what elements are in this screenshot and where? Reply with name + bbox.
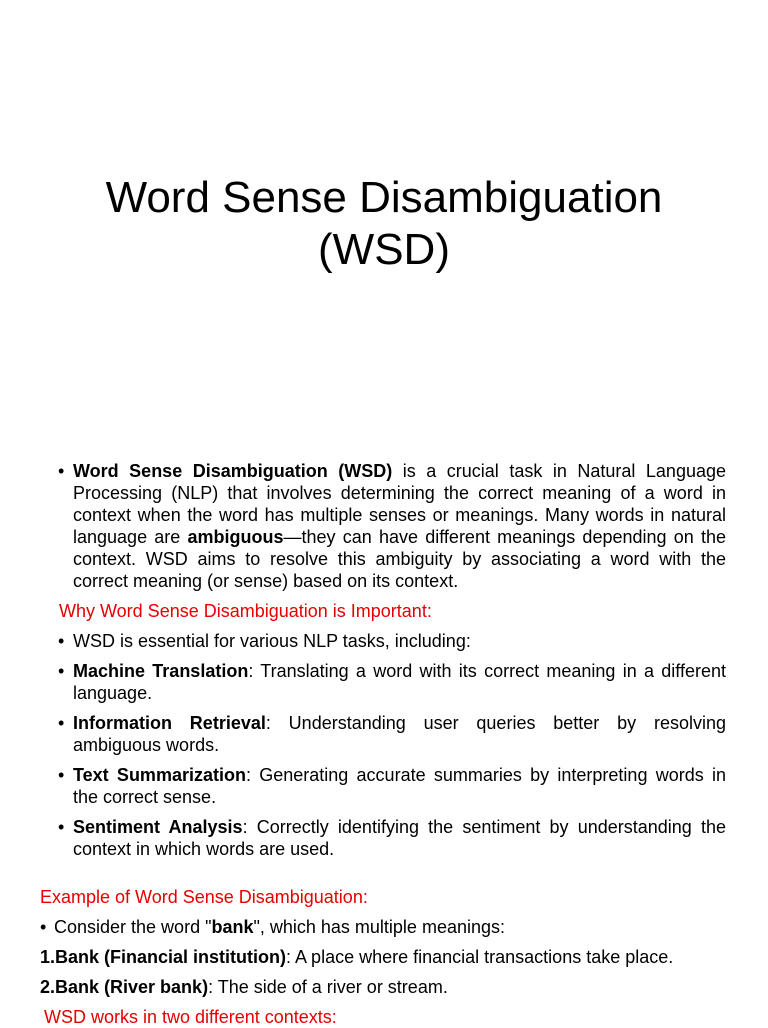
why-item-term: Text Summarization	[73, 765, 246, 785]
bullet-dot: •	[58, 765, 65, 785]
slide-body	[0, 460, 768, 1028]
why-item-term: Information Retrieval	[73, 713, 266, 733]
contexts-heading: WSD works in two different contexts:	[44, 1007, 337, 1027]
meaning-item-financial	[40, 946, 740, 968]
meaning-term: Bank (River bank)	[55, 977, 209, 997]
why-item-information-retrieval	[58, 712, 726, 756]
slide-title	[0, 172, 768, 276]
example-intro-bold-word: bank	[211, 917, 254, 937]
meaning-number: 1.	[40, 947, 56, 967]
meaning-number: 2.	[40, 977, 56, 997]
bullet-dot: •	[58, 461, 65, 481]
meaning-text: : The side of a river or stream.	[208, 977, 448, 997]
example-intro-text-b: ", which has multiple meanings:	[253, 917, 505, 937]
why-item-text: : Translating a word with its correct meaning in a different language.	[73, 661, 726, 703]
intro-text-b: —they can have different meanings depending on the context. WSD aims to resolve this ambiguity by associating a word with the correct meaning (or sense) based on its context.	[73, 527, 726, 591]
why-item-sentiment-analysis	[58, 816, 726, 860]
bullet-dot: •	[58, 631, 65, 651]
intro-term: Word Sense Disambiguation (WSD)	[73, 461, 393, 481]
why-item-text: : Generating accurate summaries by interpreting words in the correct sense.	[73, 765, 726, 807]
meaning-term: Bank (Financial institution)	[55, 947, 287, 967]
bullet-dot: •	[58, 713, 65, 733]
meaning-text: : A place where financial transactions take place.	[286, 947, 674, 967]
example-heading: Example of Word Sense Disambiguation:	[40, 887, 368, 907]
slide-title-line-2: (WSD)	[318, 225, 450, 274]
why-item	[58, 630, 726, 652]
intro-paragraph	[58, 460, 726, 592]
bullet-dot: •	[40, 917, 47, 937]
intro-bold-word: ambiguous	[187, 527, 284, 547]
why-item-machine-translation	[58, 660, 726, 704]
bullet-dot: •	[58, 817, 65, 837]
why-item-text: WSD is essential for various NLP tasks, including:	[73, 631, 471, 651]
why-item-text: : Correctly identifying the sentiment by understanding the context in which words are used.	[73, 817, 726, 859]
example-intro-text-a: Consider the word "	[54, 917, 212, 937]
example-intro	[40, 916, 734, 938]
intro-text-a: is a crucial task in Natural Language Processing (NLP) that involves determining the correct meaning of a word in context when the word has multiple senses or meanings. Many words in natural language are	[73, 461, 726, 547]
bullet-dot: •	[58, 661, 65, 681]
slide-title-line-1: Word Sense Disambiguation	[105, 173, 663, 222]
why-heading: Why Word Sense Disambiguation is Important:	[59, 601, 432, 621]
why-item-term: Sentiment Analysis	[73, 817, 243, 837]
meaning-item-river	[40, 976, 740, 998]
why-item-text-summarization	[58, 764, 726, 808]
why-item-term: Machine Translation	[73, 661, 249, 681]
why-item-text: : Understanding user queries better by resolving ambiguous words.	[73, 713, 726, 755]
